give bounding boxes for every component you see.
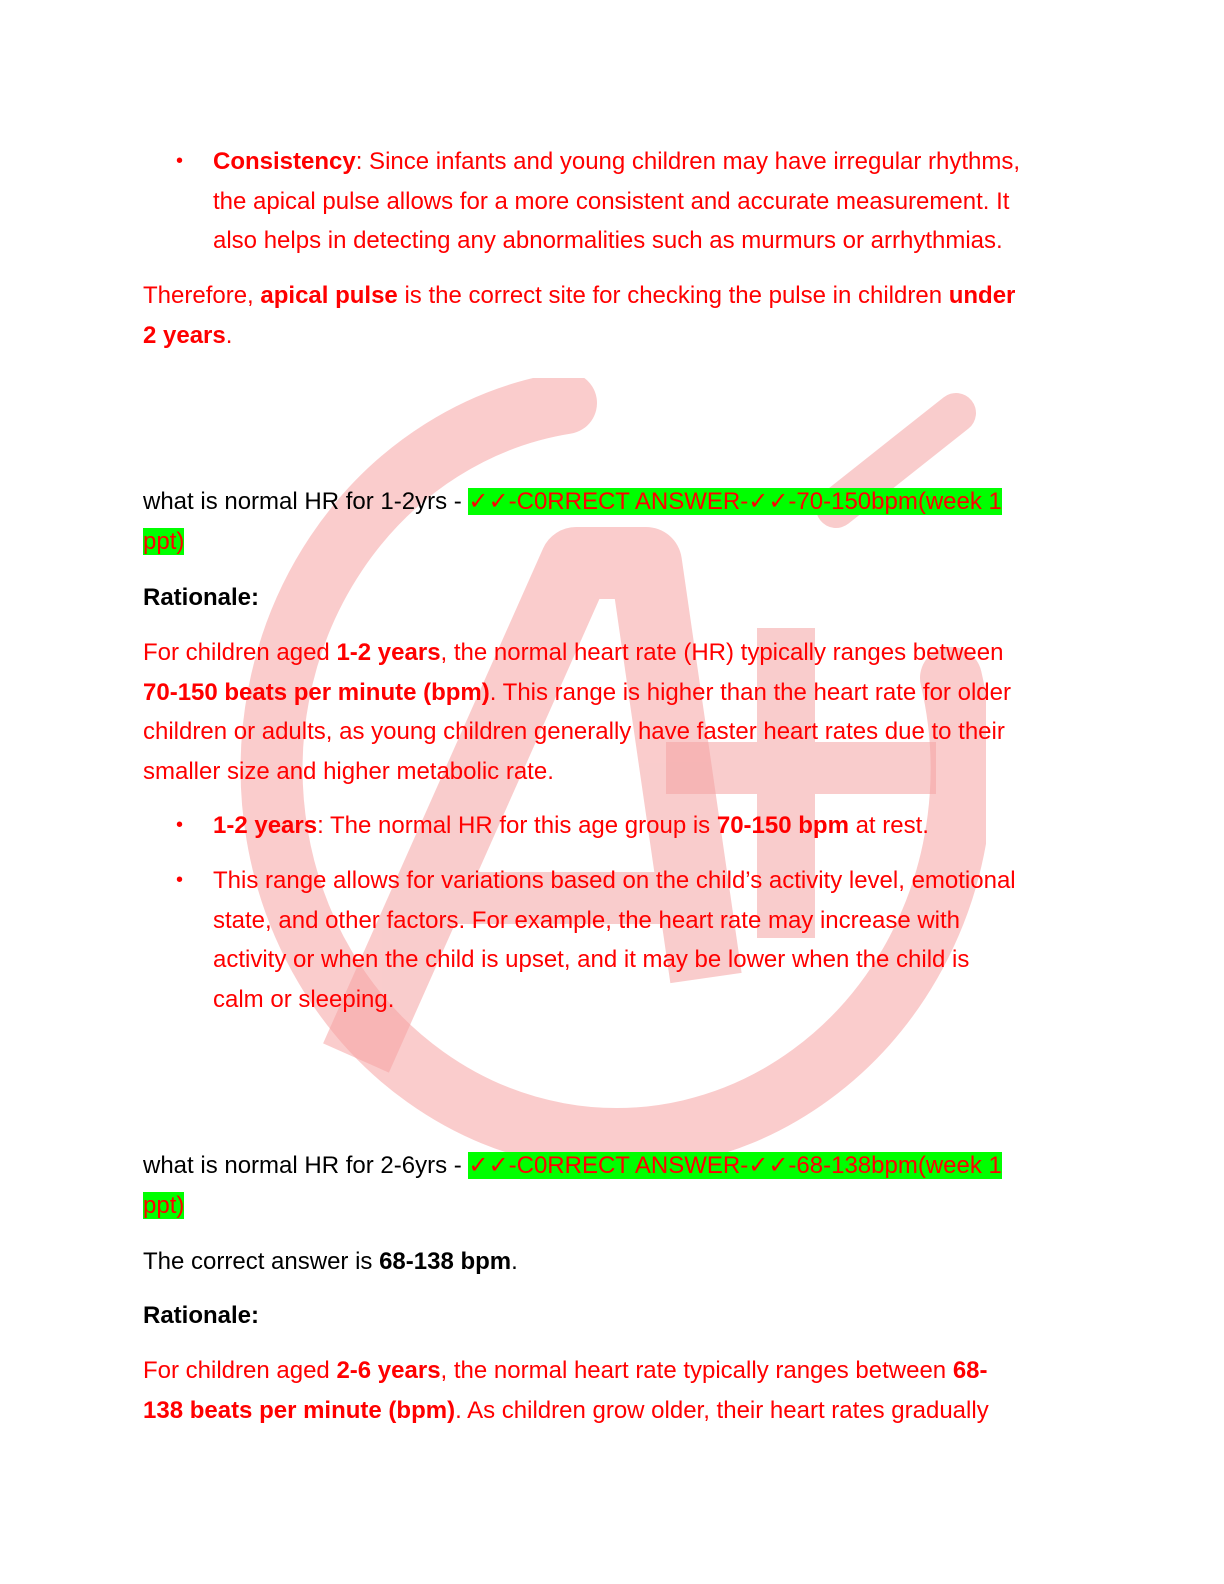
therefore-paragraph	[143, 276, 1073, 355]
b2-line-2: state, and other factors. For example, the heart rate may increase with	[213, 906, 961, 934]
consistency-line-1: : Since infants and young children may have irregular rhythms,	[355, 148, 1021, 175]
question-1-text: what is normal HR for 1-2yrs -	[143, 488, 469, 515]
b1-b1: 70-150 bpm	[716, 812, 849, 839]
bullet-1-2-years	[213, 806, 1083, 846]
consistency-line-3: also helps in detecting any abnormalities such as murmurs or arrhythmias.	[213, 227, 1003, 254]
b1-s2: at rest.	[848, 812, 929, 839]
b2-line-1: This range allows for variations based on the child’s activity level, emotional	[213, 867, 1016, 894]
question-1	[143, 482, 1073, 561]
therefore-pre: Therefore,	[143, 282, 261, 309]
therefore-mid: is the correct site for checking the pulse in children	[397, 282, 949, 309]
b2-line-3: activity or when the child is upset, and it may be lower when the child is	[213, 946, 970, 973]
question-2-answer-highlight: ✓✓-C0RRECT ANSWER-✓✓-68-138bpm(week 1	[468, 1152, 1002, 1179]
r1-s1: For children aged	[143, 639, 337, 666]
correct-pre: The correct answer is	[143, 1248, 380, 1275]
r2-b3: 138 beats per minute (bpm)	[143, 1396, 456, 1424]
r1-s4: children or adults, as young children generally have faster heart rates due to their	[143, 718, 1005, 745]
rationale-label-2	[143, 1296, 1073, 1336]
correct-bold: 68-138 bpm	[379, 1248, 512, 1275]
therefore-bold-apical: apical pulse	[260, 282, 398, 309]
correct-answer-statement	[143, 1242, 1073, 1282]
question-2-text: what is normal HR for 2-6yrs -	[143, 1152, 469, 1179]
rationale-label-1-text: Rationale:	[143, 584, 260, 611]
r2-b2: 68-	[952, 1357, 988, 1384]
question-1-answer-highlight: ✓✓-C0RRECT ANSWER-✓✓-70-150bpm(week 1	[468, 488, 1002, 515]
rationale-paragraph-1	[143, 633, 1073, 791]
b1-s1: : The normal HR for this age group is	[317, 812, 717, 839]
question-2-answer-highlight-2: ppt)	[143, 1191, 185, 1219]
consistency-line-2: the apical pulse allows for a more consistent and accurate measurement. It	[213, 187, 1010, 215]
question-1-answer-highlight-2: ppt)	[143, 527, 185, 555]
bullet-marker: •	[176, 869, 184, 891]
r1-b2: 70-150 beats per minute (bpm)	[143, 678, 490, 706]
therefore-bold-years: 2 years	[143, 321, 226, 349]
consistency-term: Consistency	[213, 148, 356, 175]
r1-s2: , the normal heart rate (HR) typically ranges between	[440, 639, 1004, 666]
therefore-bold-under: under	[948, 282, 1016, 309]
correct-post: .	[511, 1248, 518, 1275]
bullet-marker: •	[176, 814, 184, 836]
consistency-bullet	[213, 142, 1083, 261]
rationale-paragraph-2	[143, 1351, 1073, 1430]
r1-s3: . This range is higher than the heart rate for older	[489, 678, 1011, 706]
r1-b1: 1-2 years	[336, 639, 441, 666]
rationale-label-1	[143, 578, 1073, 618]
r1-s5: smaller size and higher metabolic rate.	[143, 757, 554, 785]
b2-line-4: calm or sleeping.	[213, 985, 395, 1013]
question-2	[143, 1146, 1073, 1225]
r2-s2: , the normal heart rate typically ranges between	[440, 1357, 953, 1384]
r2-s3: . As children grow older, their heart rates gradually	[455, 1396, 989, 1424]
therefore-post: .	[225, 321, 233, 349]
r2-s1: For children aged	[143, 1357, 337, 1384]
bullet-variations	[213, 861, 1083, 1019]
bullet-marker: •	[176, 150, 184, 172]
rationale-label-2-text: Rationale:	[143, 1302, 260, 1329]
r2-b1: 2-6 years	[336, 1357, 441, 1384]
b1-term: 1-2 years	[213, 812, 318, 839]
